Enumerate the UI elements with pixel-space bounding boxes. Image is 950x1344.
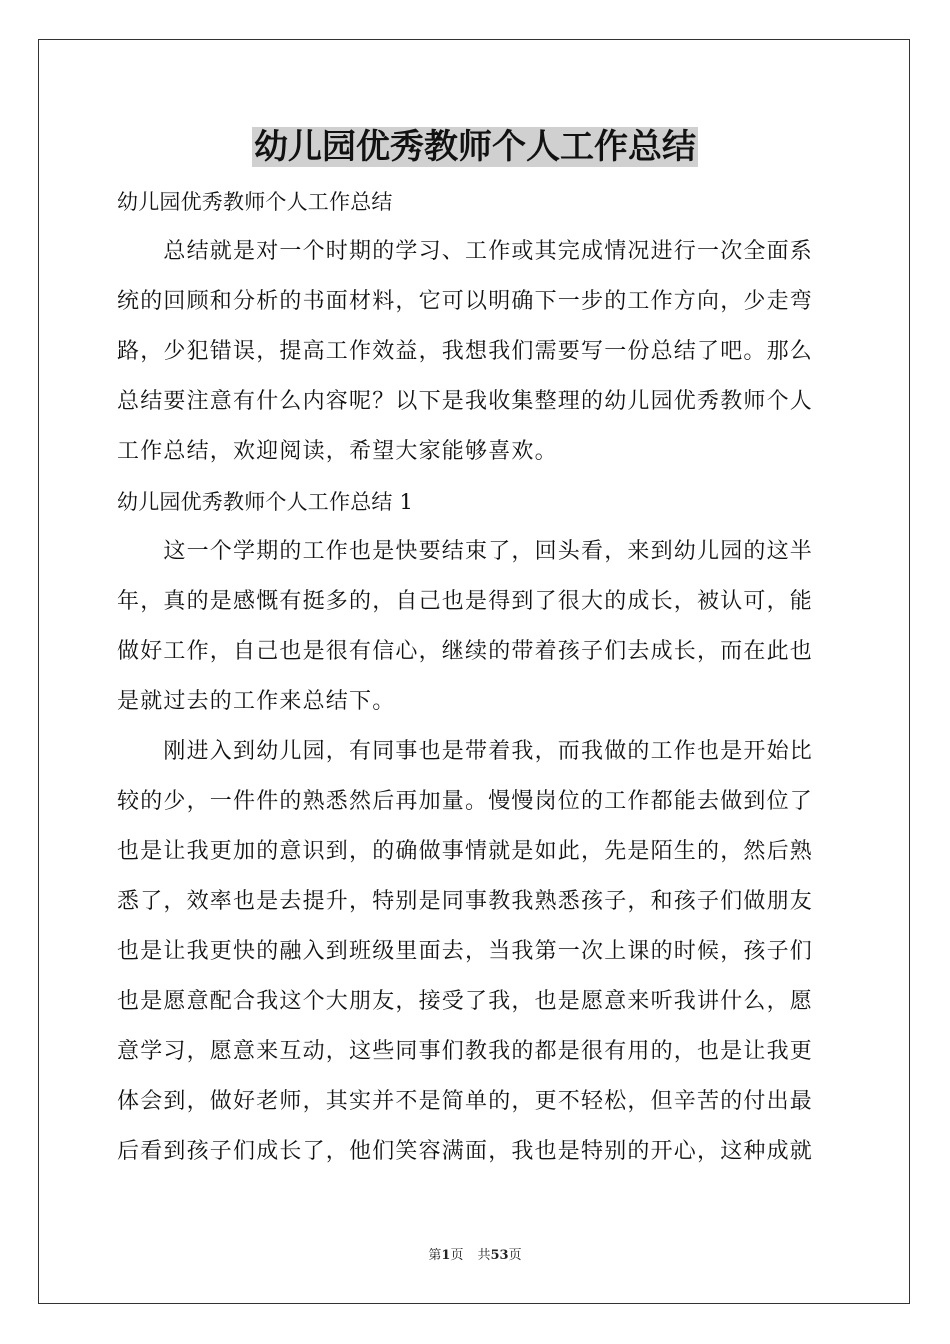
paragraph-line: 是就过去的工作来总结下。: [117, 689, 396, 714]
footer-total-pages: 53: [490, 1248, 509, 1263]
paragraph-line: 较的少，一件件的熟悉然后再加量。慢慢岗位的工作都能去做到位了: [117, 789, 814, 814]
section-heading: 幼儿园优秀教师个人工作总结: [117, 190, 393, 214]
paragraph-line: 也是愿意配合我这个大朋友，接受了我，也是愿意来听我讲什么，愿: [117, 989, 814, 1014]
footer-total-suffix: 页: [508, 1248, 522, 1263]
paragraph-line: 统的回顾和分析的书面材料，它可以明确下一步的工作方向，少走弯: [117, 289, 814, 314]
document-title: [0, 124, 950, 170]
paragraph-line: 体会到，做好老师，其实并不是简单的，更不轻松，但辛苦的付出最: [117, 1089, 814, 1114]
paragraph-line: 这一个学期的工作也是快要结束了，回头看，来到幼儿园的这半: [117, 539, 814, 564]
paragraph-line: 路，少犯错误，提高工作效益，我想我们需要写一份总结了吧。那么: [117, 339, 814, 364]
paragraph-line: 总结要注意有什么内容呢？以下是我收集整理的幼儿园优秀教师个人: [117, 389, 814, 414]
paragraph-line: 也是让我更快的融入到班级里面去，当我第一次上课的时候，孩子们: [117, 939, 814, 964]
paragraph-line: 也是让我更加的意识到，的确做事情就是如此，先是陌生的，然后熟: [117, 839, 814, 864]
paragraph-line: 做好工作，自己也是很有信心，继续的带着孩子们去成长，而在此也: [117, 639, 814, 664]
footer-total-prefix: 共: [477, 1248, 491, 1263]
paragraph-line: 年，真的是感慨有挺多的，自己也是得到了很大的成长，被认可，能: [117, 589, 814, 614]
footer-page-number: 1: [441, 1248, 451, 1263]
document-body: [117, 177, 833, 1177]
footer-page-suffix: 页: [450, 1248, 464, 1263]
page-footer: [0, 1247, 950, 1265]
paragraph-line: 意学习，愿意来互动，这些同事们教我的都是很有用的，也是让我更: [117, 1039, 814, 1064]
section-heading: 幼儿园优秀教师个人工作总结 1: [117, 490, 414, 514]
paragraph-line: 后看到孩子们成长了，他们笑容满面，我也是特别的开心，这种成就: [117, 1139, 814, 1164]
paragraph-line: 工作总结，欢迎阅读，希望大家能够喜欢。: [117, 439, 558, 464]
footer-page-prefix: 第: [428, 1248, 442, 1263]
paragraph-line: 悉了，效率也是去提升，特别是同事教我熟悉孩子，和孩子们做朋友: [117, 889, 814, 914]
paragraph-line: 总结就是对一个时期的学习、工作或其完成情况进行一次全面系: [117, 239, 814, 264]
paragraph-line: 刚进入到幼儿园，有同事也是带着我，而我做的工作也是开始比: [117, 739, 814, 764]
document-title-text: 幼儿园优秀教师个人工作总结: [254, 127, 696, 167]
